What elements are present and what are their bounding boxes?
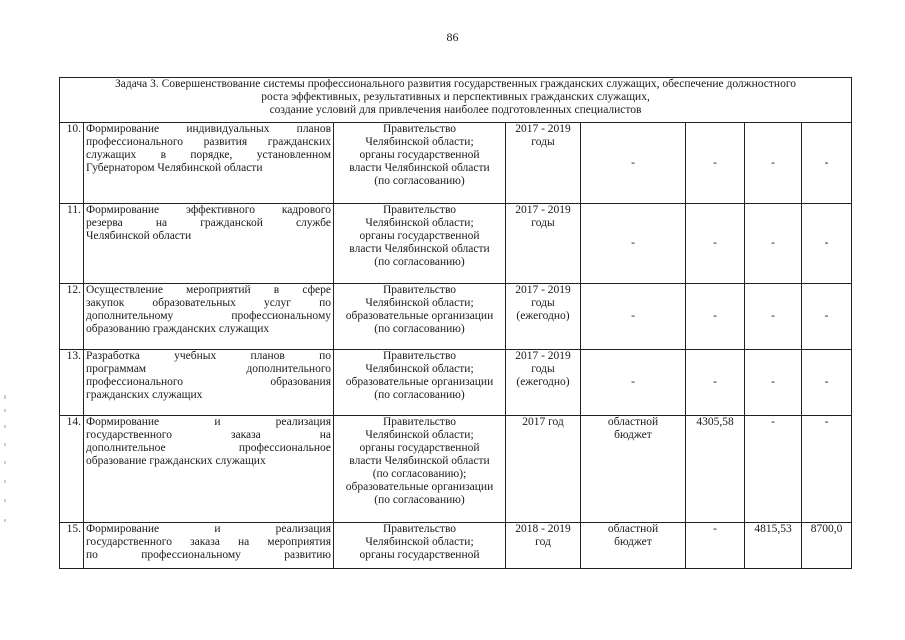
table-row	[60, 123, 852, 204]
table-row	[60, 350, 852, 416]
amount-2018: -	[745, 284, 802, 350]
task-title-line-3: создание условий для привлечения наиболее подготовленных специалистов	[269, 104, 642, 116]
activity-name: Формирование и реализация государственного заказа на мероприятия по профессиональному развитию	[84, 523, 334, 569]
row-number: 12.	[60, 284, 84, 350]
activity-name: Формирование эффективного кадрового резерва на гражданской службе Челябинской области	[84, 204, 334, 284]
activity-name: Формирование и реализация государственного заказа на дополнительное профессиональное образование гражданских служащих	[84, 416, 334, 523]
amount-2017: -	[686, 350, 745, 416]
executor: Правительство Челябинской области; образовательные организации (по согласованию)	[334, 350, 506, 416]
amount-2018: -	[745, 350, 802, 416]
funding-source: -	[581, 204, 686, 284]
funding-source: областной бюджет	[581, 523, 686, 569]
executor: Правительство Челябинской области; органы государственной	[334, 523, 506, 569]
executor: Правительство Челябинской области; органы государственной власти Челябинской области (по согласованию)	[334, 123, 506, 204]
amount-2017: -	[686, 204, 745, 284]
activity-name: Разработка учебных планов по программам дополнительного профессионального образования гражданских служащих	[84, 350, 334, 416]
executor: Правительство Челябинской области; органы государственной власти Челябинской области (по согласованию)	[334, 204, 506, 284]
amount-2018: 4815,53	[745, 523, 802, 569]
amount-2017: -	[686, 123, 745, 204]
table-row	[60, 284, 852, 350]
scan-binding-marks	[2, 395, 14, 535]
table-row	[60, 523, 852, 569]
task-header-row	[60, 78, 852, 123]
term: 2017 - 2019 годы	[506, 123, 581, 204]
term: 2018 - 2019 год	[506, 523, 581, 569]
term: 2017 - 2019 годы	[506, 204, 581, 284]
row-number: 15.	[60, 523, 84, 569]
funding-source: -	[581, 350, 686, 416]
row-number: 10.	[60, 123, 84, 204]
row-number: 13.	[60, 350, 84, 416]
amount-2018: -	[745, 416, 802, 523]
amount-2017: -	[686, 284, 745, 350]
funding-source: -	[581, 284, 686, 350]
amount-2019: -	[802, 284, 852, 350]
term: 2017 год	[506, 416, 581, 523]
amount-2019: -	[802, 416, 852, 523]
amount-2017: 4305,58	[686, 416, 745, 523]
term: 2017 - 2019 годы (ежегодно)	[506, 284, 581, 350]
executor: Правительство Челябинской области; образовательные организации (по согласованию)	[334, 284, 506, 350]
task-title-line-2: роста эффективных, результативных и перспективных гражданских служащих,	[261, 91, 650, 103]
funding-source: -	[581, 123, 686, 204]
task-title	[60, 78, 852, 123]
table-row	[60, 204, 852, 284]
page-number: 86	[446, 30, 459, 44]
term: 2017 - 2019 годы (ежегодно)	[506, 350, 581, 416]
activity-name: Осуществление мероприятий в сфере закупок образовательных услуг по дополнительному профессиональному образованию гражданских служащих	[84, 284, 334, 350]
amount-2018: -	[745, 123, 802, 204]
amount-2019: -	[802, 204, 852, 284]
table-row	[60, 416, 852, 523]
amount-2019: -	[802, 123, 852, 204]
executor: Правительство Челябинской области; органы государственной власти Челябинской области (по согласованию); образовательные организации (по согласованию)	[334, 416, 506, 523]
amount-2017: -	[686, 523, 745, 569]
row-number: 11.	[60, 204, 84, 284]
amount-2019: 8700,0	[802, 523, 852, 569]
activity-name: Формирование индивидуальных планов профессионального развития гражданских служащих в порядке, установленном Губернатором Челябинской области	[84, 123, 334, 204]
amount-2018: -	[745, 204, 802, 284]
amount-2019: -	[802, 350, 852, 416]
funding-source: областной бюджет	[581, 416, 686, 523]
task-title-line-1: Задача 3. Совершенствование системы профессионального развития государственных гражданских служащих, обеспечение должностного	[115, 78, 797, 90]
row-number: 14.	[60, 416, 84, 523]
program-table	[59, 77, 852, 569]
